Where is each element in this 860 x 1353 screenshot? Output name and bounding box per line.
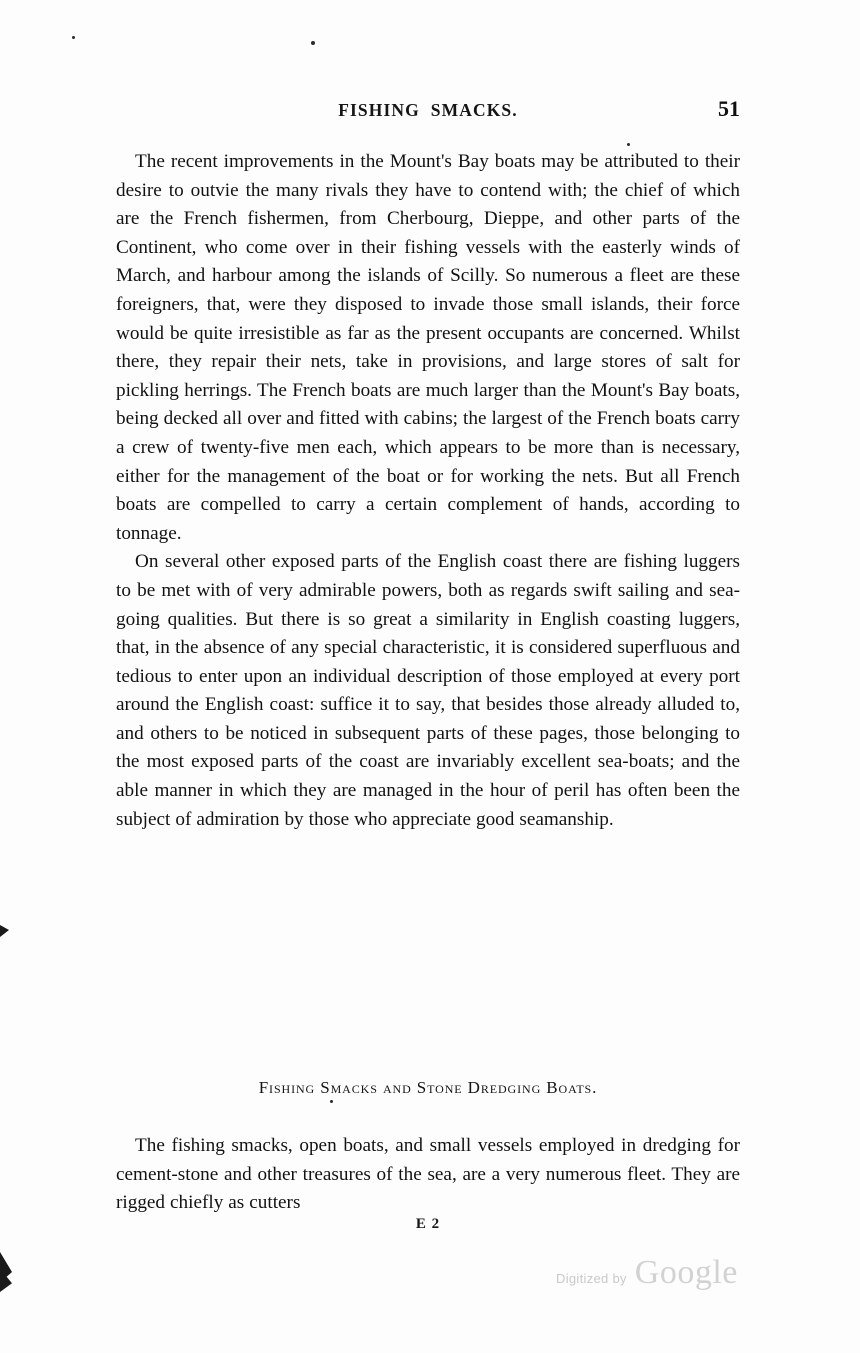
scan-speckle-mid-right: [627, 143, 630, 146]
scan-speckle-top-left: [72, 36, 75, 39]
scan-edge-artifact-top: [0, 925, 9, 937]
paragraph-two: On several other exposed parts of the English coast there are fishing luggers to be met with of very admirable powers, both as regards swift sailing and sea-going qualities. But there is so great a similarity in English coasting luggers, that, in the absence of any special characteristic, it is considered superfluous and tedious to enter upon an individual description of those employed at every port around the English coast: suffice it to say, that besides those already alluded to, and others to be noticed in subsequent parts of these pages, those belonging to the most exposed parts of the coast are invariably excellent sea-boats; and the able manner in which they are managed in the hour of peril has often been the subject of admiration by those who appreciate good seamanship.: [116, 551, 740, 830]
scan-speckle-top-center: [311, 41, 315, 45]
scan-speckle-lower-center: [330, 1100, 333, 1103]
section-heading: Fishing Smacks and Stone Dredging Boats.: [258, 1078, 598, 1097]
running-head: [116, 96, 740, 126]
watermark-digitized-label: Digitized by: [556, 1271, 627, 1286]
paragraph-one: The recent improvements in the Mount's Bay boats may be attributed to their desire to outvie the many rivals they have to contend with; the chief of which are the French fishermen, from Cherbourg, Dieppe, and other parts of the Continent, who come over in their fishing vessels with the easterly winds of March, and harbour among the islands of Scilly. So numerous a fleet are these foreigners, that, were they disposed to invade those small islands, their force would be quite irresistible as far as the present occupants are concerned. Whilst there, they repair their nets, take in provisions, and large stores of salt for pickling herrings. The French boats are much larger than the Mount's Bay boats, being decked all over and fitted with cabins; the largest of the French boats carry a crew of twenty-five men each, which appears to be more than is necessary, either for the management of the boat or for working the nets. But all French boats are compelled to carry a certain complement of hands, according to tonnage.: [116, 151, 740, 544]
page-number: 51: [718, 96, 740, 121]
body-text-block: [116, 148, 740, 834]
paragraph-three: The fishing smacks, open boats, and small vessels employed in dredging for cement-stone and other treasures of the sea, are a very numerous fleet. They are rigged chiefly as cutters: [116, 1135, 740, 1214]
body-text-block-two: [116, 1132, 740, 1218]
signature-mark: E 2: [415, 1216, 441, 1232]
running-head-title: FISHING SMACKS.: [338, 100, 518, 120]
digitized-watermark: [556, 1256, 738, 1290]
scan-edge-artifact-bottom: [0, 1252, 12, 1292]
watermark-google-logo: Google: [634, 1254, 738, 1291]
